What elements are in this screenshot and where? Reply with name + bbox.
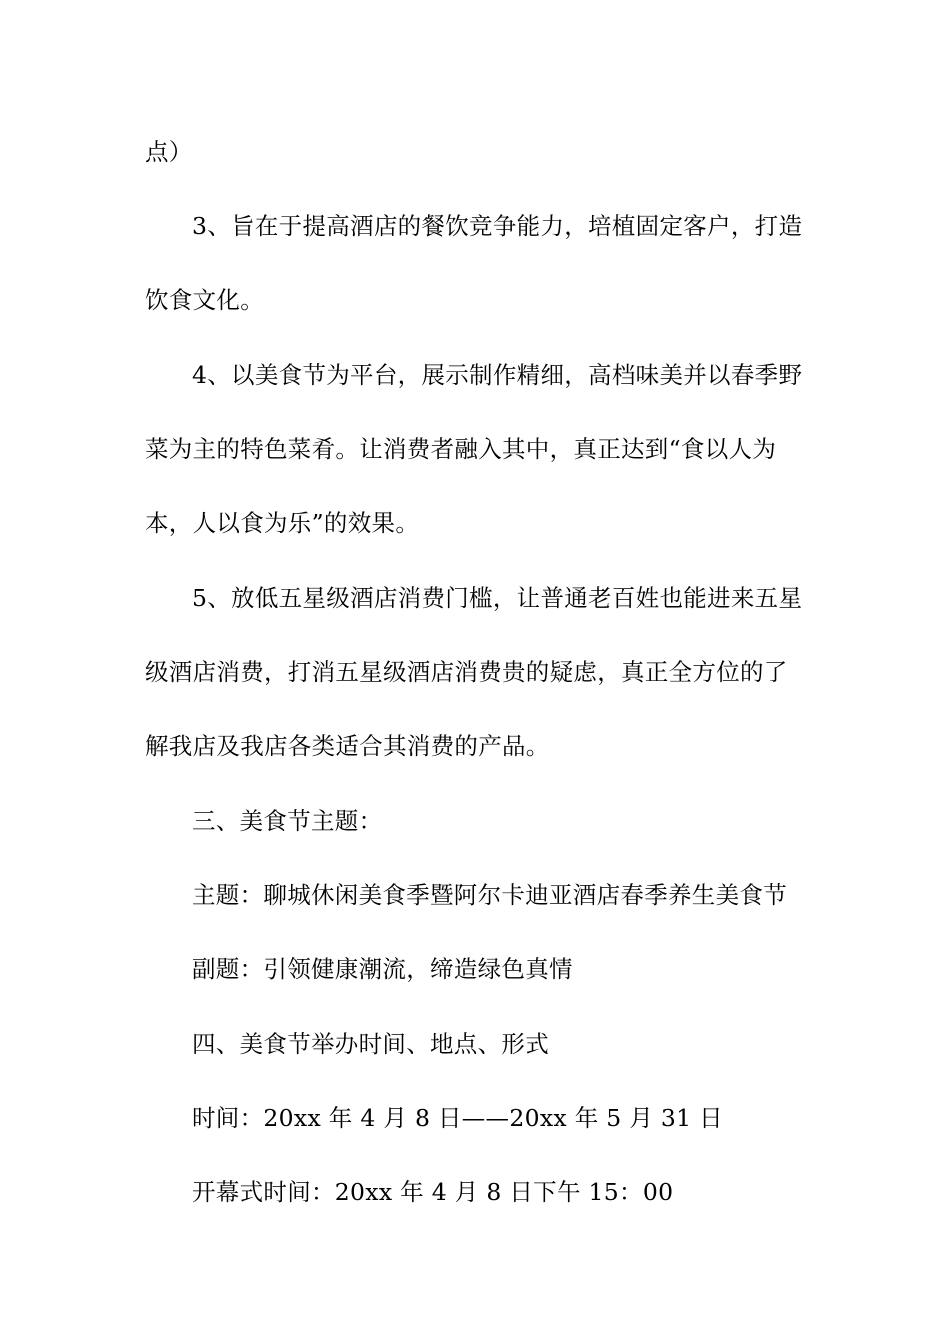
text-line: 菜为主的特色菜肴。让消费者融入其中，真正达到“食以人为: [145, 435, 777, 463]
text-line: 4、以美食节为平台，展示制作精细，高档味美并以春季野: [192, 361, 803, 389]
text-line: 时间：20xx 年 4 月 8 日——20xx 年 5 月 31 日: [192, 1104, 723, 1132]
text-line: 点）: [145, 138, 193, 166]
text-line: 主题：聊城休闲美食季暨阿尔卡迪亚酒店春季养生美食节: [192, 881, 787, 909]
section-heading: 四、美食节举办时间、地点、形式: [192, 1030, 549, 1058]
text-line: 开幕式时间：20xx 年 4 月 8 日下午 15：00: [192, 1178, 674, 1206]
section-heading: 三、美食节主题：: [192, 807, 383, 835]
text-line: 本，人以食为乐”的效果。: [145, 509, 420, 537]
text-line: 解我店及我店各类适合其消费的产品。: [145, 732, 550, 760]
text-line: 3、旨在于提高酒店的餐饮竞争能力，培植固定客户，打造: [192, 212, 803, 240]
text-line: 5、放低五星级酒店消费门槛，让普通老百姓也能进来五星: [192, 584, 803, 612]
text-line: 饮食文化。: [145, 286, 264, 314]
text-line: 副题：引领健康潮流，缔造绿色真情: [192, 955, 573, 983]
text-line: 级酒店消费，打消五星级酒店消费贵的疑虑，真正全方位的了: [145, 658, 788, 686]
